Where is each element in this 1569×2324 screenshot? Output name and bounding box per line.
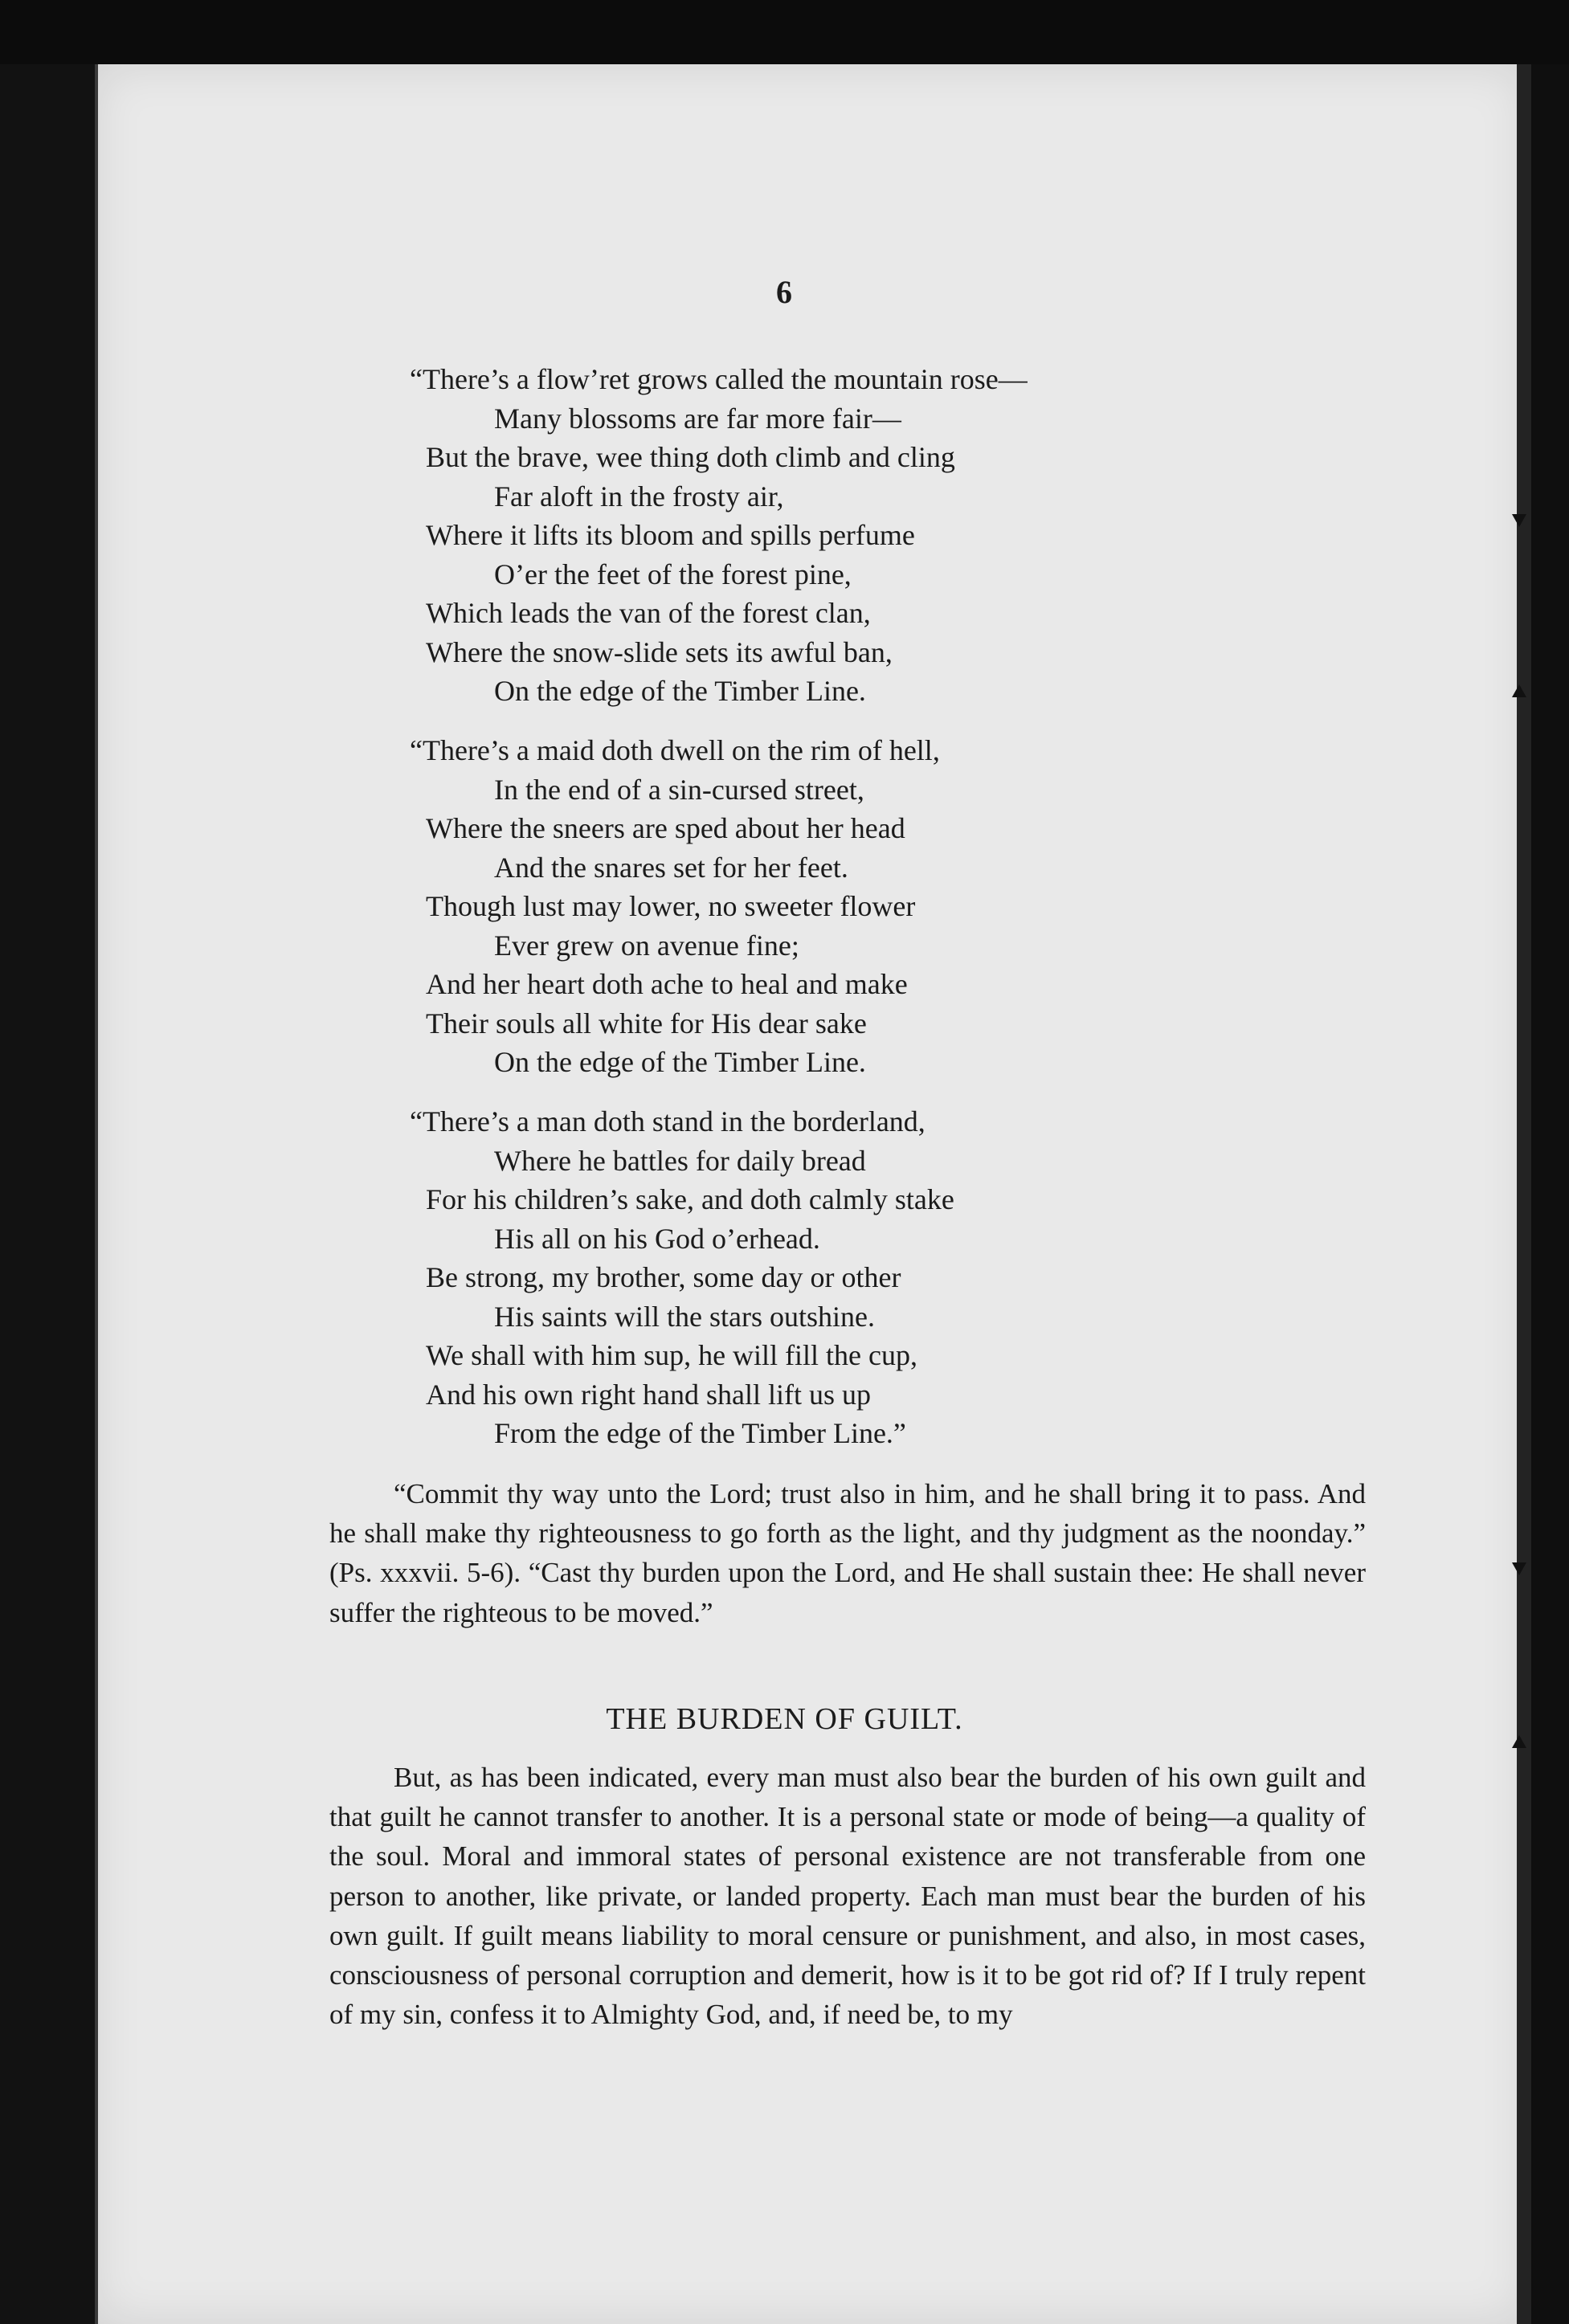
poem-line: “There’s a man doth stand in the borderland, [410,1105,925,1137]
poem-line: And the snares set for her feet. [494,851,848,884]
poem-line: Far aloft in the frosty air, [494,480,784,513]
scan-marker-down-icon [1512,514,1526,527]
poem-line: “There’s a maid doth dwell on the rim of hell, [410,734,940,766]
section-heading: THE BURDEN OF GUILT. [606,1702,963,1736]
page-number: 6 [776,274,793,310]
scan-marker-down-icon [1512,1562,1526,1575]
poem-line: Which leads the van of the forest clan, [426,597,871,629]
poem-line: Their souls all white for His dear sake [426,1007,867,1039]
section-text: But, as has been indicated, every man must also bear the burden of his own guilt and that guilt he cannot transfer to another. It is a personal state or mode of being—a quality of the soul. Moral and immoral states of personal existence are not transferable from one person to another, like private, or landed property. Each man must bear the burden of his own guilt. If guilt means liability to moral censure or punishment, and also, in most cases, consciousness of personal corruption and demerit, how is it to be got rid of? If I truly repent of my sin, confess it to Almighty God, and, if need be, to my [329,1762,1366,2031]
poem-line: And his own right hand shall lift us up [426,1378,871,1411]
scan-marker-up-icon [1512,684,1526,697]
scan-marker-up-icon [1512,1735,1526,1748]
poem-stanza-3 [410,1102,1261,1453]
poem-line: Where the snow-slide sets its awful ban, [426,635,893,668]
poem-line: For his children’s sake, and doth calmly stake [426,1183,954,1215]
poem-stanza-1 [410,360,1261,711]
poem-line: But the brave, wee thing doth climb and cling [426,441,955,473]
poem-line: From the edge of the Timber Line.” [494,1417,906,1449]
poem-line: We shall with him sup, he will fill the cup, [426,1339,918,1371]
scan-top-border [0,0,1569,64]
scripture-text: “Commit thy way unto the Lord; trust also in him, and he shall bring it to pass. And he shall make thy righteousness to go forth as the light, and thy judgment as the noonday.” (Ps. xxxvii. 5-6). “Cast thy burden upon the Lord, and He shall sustain thee: He shall never suffer the righteous to be moved.” [329,1478,1366,1628]
poem-line: Where the sneers are sped about her head [426,812,905,844]
poem-line: Though lust may lower, no sweeter flower [426,890,916,922]
poem-line: Ever grew on avenue fine; [494,929,799,962]
scan-right-border [1531,64,1569,2324]
poem-line: Many blossoms are far more fair— [494,402,901,435]
page-right-edge [1517,64,1531,2324]
poem-line: On the edge of the Timber Line. [494,675,866,707]
poem-line: His saints will the stars outshine. [494,1300,875,1333]
poem-line: His all on his God o’erhead. [494,1222,820,1255]
poem-line: “There’s a flow’ret grows called the mountain rose— [410,363,1028,395]
poem-line: Where he battles for daily bread [494,1144,866,1177]
poem-line: O’er the feet of the forest pine, [494,558,852,590]
poem-line: And her heart doth ache to heal and make [426,968,908,1000]
section-paragraph [329,1758,1366,2034]
scripture-paragraph [329,1474,1366,1632]
page-left-edge [95,64,98,2324]
poem-line: On the edge of the Timber Line. [494,1046,866,1078]
poem-stanza-2 [410,731,1261,1082]
poem-line: In the end of a sin-cursed street, [494,773,864,806]
poem-line: Where it lifts its bloom and spills perfume [426,519,915,551]
poem-line: Be strong, my brother, some day or other [426,1261,901,1293]
